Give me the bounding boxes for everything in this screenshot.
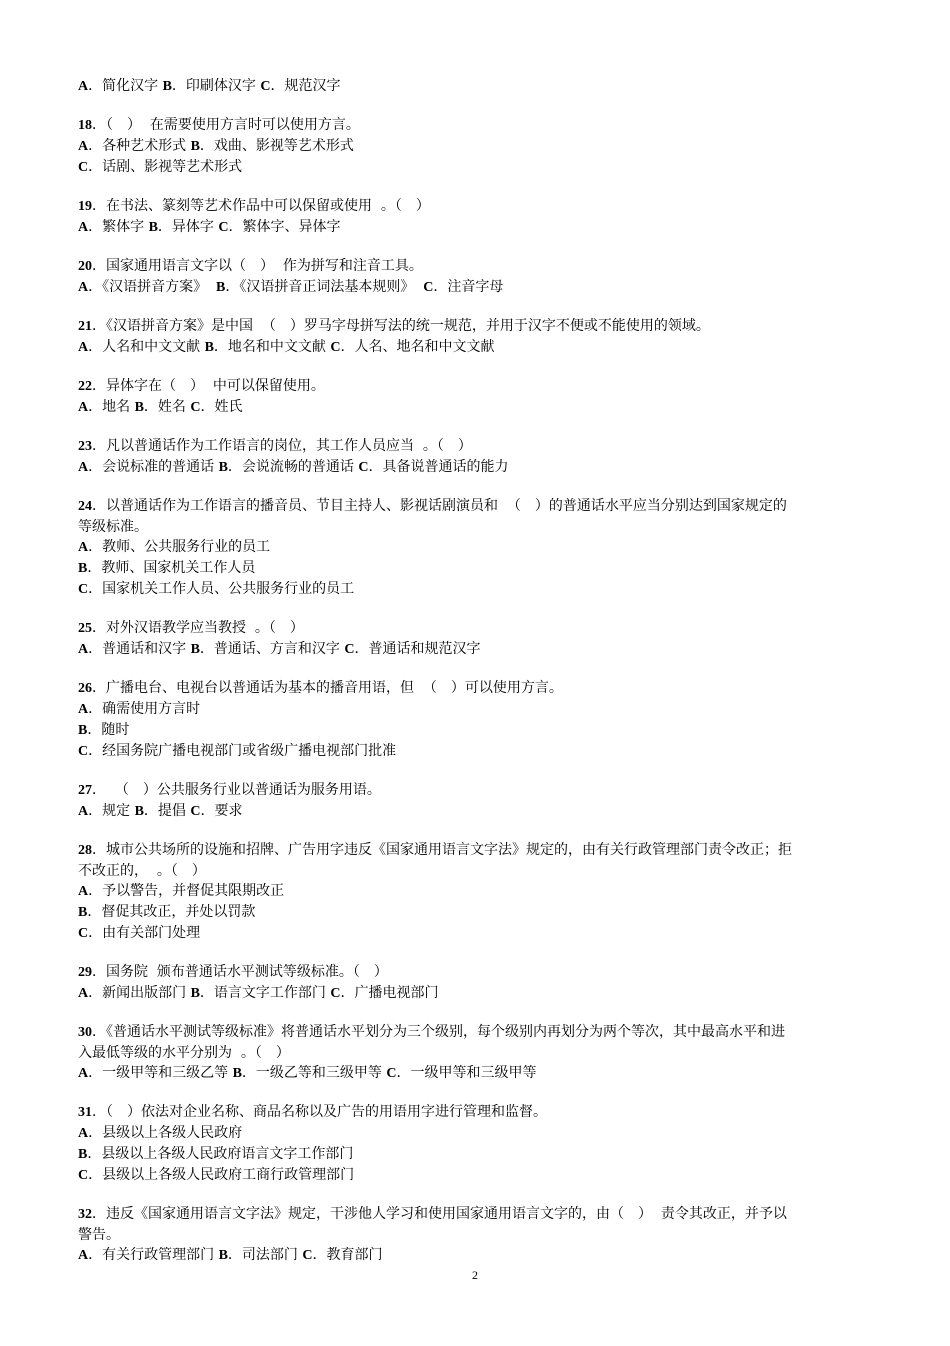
option-letter: B	[190, 139, 200, 154]
question-number: 19	[78, 199, 92, 214]
options-line	[78, 1123, 878, 1144]
option-text: ．提倡	[143, 803, 191, 819]
option-letter: C	[78, 926, 89, 941]
option-text: ．教师、公共服务行业的员工	[88, 539, 271, 555]
question-number: 32	[78, 1207, 92, 1222]
question-number: 22	[78, 379, 92, 394]
option-letter: B	[134, 400, 144, 415]
question-text: ．在书法、篆刻等艺术作品中可以保留或使用 。（ ）	[92, 198, 430, 214]
option-text: ．姓名	[143, 399, 191, 415]
options-line	[78, 579, 878, 600]
option-text: ．《汉语拼音正词法基本规则》	[225, 279, 424, 295]
question-gap	[78, 762, 878, 780]
option-letter: C	[78, 582, 89, 597]
question-gap	[78, 1004, 878, 1022]
option-text: ．确需使用方言时	[88, 701, 201, 717]
question-number: 28	[78, 843, 92, 858]
question-text: ．以普通话作为工作语言的播音员、节目主持人、影视话剧演员和 （ ）的普通话水平应当分别达到国家规定的	[92, 498, 787, 514]
option-text: ．普通话、方言和汉字	[199, 641, 345, 657]
option-letter: B	[216, 280, 226, 295]
question-text: ．凡以普通话作为工作语言的岗位，其工作人员应当 。（ ）	[92, 438, 472, 454]
question-number: 25	[78, 621, 92, 636]
option-letter: C	[330, 340, 341, 355]
question-stem	[78, 840, 878, 861]
option-text: ．有关行政管理部门	[88, 1247, 219, 1263]
option-text: ．司法部门	[227, 1247, 303, 1263]
question-number: 29	[78, 965, 92, 980]
option-letter: C	[218, 220, 229, 235]
option-letter: B	[162, 79, 172, 94]
option-letter: A	[78, 79, 89, 94]
option-letter: B	[190, 642, 200, 657]
question-text: ．广播电台、电视台以普通话为基本的播音用语，但 （ ）可以使用方言。	[92, 680, 563, 696]
option-letter: A	[78, 1066, 89, 1081]
option-text: ．注音字母	[433, 279, 504, 295]
question-stem	[78, 376, 878, 397]
option-text: ．话剧、影视等艺术形式	[88, 159, 243, 175]
question-text: ．异体字在（ ） 中可以保留使用。	[92, 378, 325, 394]
option-text: ．县级以上各级人民政府语言文字工作部门	[87, 1146, 354, 1162]
question-32	[78, 1204, 878, 1266]
question-19	[78, 196, 878, 238]
option-letter: A	[78, 340, 89, 355]
options-line	[78, 699, 878, 720]
option-text: ．会说流畅的普通话	[227, 459, 359, 475]
option-letter: A	[78, 642, 89, 657]
option-text: ．随时	[87, 722, 130, 738]
question-stem	[78, 115, 878, 136]
question-29	[78, 962, 878, 1004]
question-23	[78, 436, 878, 478]
question-30	[78, 1022, 878, 1084]
option-text: ．地名	[88, 399, 135, 415]
question-number: 21	[78, 319, 92, 334]
option-letter: C	[190, 400, 201, 415]
option-letter: C	[78, 160, 89, 175]
question-stem	[78, 861, 878, 881]
question-gap	[78, 97, 878, 115]
question-stem	[78, 962, 878, 983]
question-text: ．（ ）依法对企业名称、商品名称以及广告的用语用字进行管理和监督。	[92, 1104, 547, 1120]
options-line	[78, 923, 878, 944]
question-stem	[78, 618, 878, 639]
options-line	[78, 1165, 878, 1186]
options-line	[78, 639, 878, 660]
question-text: ．对外汉语教学应当教授 。（ ）	[92, 620, 304, 636]
option-letter: A	[78, 280, 89, 295]
options-line	[78, 1144, 878, 1165]
question-number: 26	[78, 681, 92, 696]
option-text: ．广播电视部门	[340, 985, 439, 1001]
question-gap	[78, 822, 878, 840]
option-letter: B	[218, 460, 228, 475]
options-line	[78, 337, 878, 358]
option-letter: B	[148, 220, 158, 235]
options-line	[78, 801, 878, 822]
option-text: ．教育部门	[312, 1247, 383, 1263]
question-number: 20	[78, 259, 92, 274]
option-text: ．具备说普通话的能力	[368, 459, 509, 475]
question-number: 23	[78, 439, 92, 454]
option-text: ．繁体字、异体字	[228, 219, 341, 235]
option-letter: A	[78, 139, 89, 154]
question-text: 等级标准。	[78, 519, 148, 535]
option-text: ．《汉语拼音方案》	[88, 279, 217, 295]
option-text: ．国家机关工作人员、公共服务行业的员工	[88, 581, 355, 597]
option-letter: A	[78, 884, 89, 899]
option-letter: B	[134, 804, 144, 819]
question-number: 18	[78, 118, 92, 133]
question-stem	[78, 436, 878, 457]
question-stem	[78, 256, 878, 277]
option-letter: B	[190, 986, 200, 1001]
question-gap	[78, 298, 878, 316]
option-letter: A	[78, 804, 89, 819]
options-line	[78, 741, 878, 762]
option-letter: C	[423, 280, 434, 295]
option-letter: A	[78, 1248, 89, 1263]
option-letter: B	[78, 723, 88, 738]
option-letter: C	[330, 986, 341, 1001]
options-line	[78, 537, 878, 558]
option-text: ．异体字	[157, 219, 219, 235]
question-gap	[78, 238, 878, 256]
option-text: ．一级甲等和三级乙等	[88, 1065, 233, 1081]
option-text: ．各种艺术形式	[88, 138, 191, 154]
question-text: 警告。	[78, 1227, 120, 1243]
option-letter: B	[232, 1066, 242, 1081]
question-18	[78, 115, 878, 178]
question-25	[78, 618, 878, 660]
question-stem	[78, 1225, 878, 1245]
question-26	[78, 678, 878, 762]
option-text: ．语言文字工作部门	[199, 985, 331, 1001]
option-text: ．繁体字	[88, 219, 149, 235]
question-28	[78, 840, 878, 944]
question-number: 27	[78, 783, 92, 798]
option-letter: C	[78, 744, 89, 759]
question-number: 31	[78, 1105, 92, 1120]
question-gap	[78, 418, 878, 436]
question-gap	[78, 1084, 878, 1102]
question-gap	[78, 660, 878, 678]
question-stem	[78, 780, 878, 801]
options-line	[78, 277, 878, 298]
question-text: 不改正的， 。（ ）	[78, 863, 206, 879]
option-letter: A	[78, 460, 89, 475]
question-gap	[78, 600, 878, 618]
option-text: ．人名、地名和中文文献	[340, 339, 495, 355]
options-line	[78, 902, 878, 923]
option-text: ．教师、国家机关工作人员	[87, 560, 256, 576]
question-text: ．国家通用语言文字以（ ） 作为拼写和注音工具。	[92, 258, 423, 274]
options-line	[78, 457, 878, 478]
option-text: ．普通话和规范汉字	[354, 641, 481, 657]
options-line	[78, 558, 878, 579]
option-letter: A	[78, 220, 89, 235]
option-text: ．简化汉字	[88, 78, 163, 94]
option-letter: C	[344, 642, 355, 657]
option-text: ．经国务院广播电视部门或省级广播电视部门批准	[88, 743, 397, 759]
question-text: ．城市公共场所的设施和招牌、广告用字违反《国家通用语言文字法》规定的，由有关行政管理部门责令改正；拒	[92, 842, 792, 858]
options-line	[78, 157, 878, 178]
option-text: ．县级以上各级人民政府	[88, 1125, 243, 1141]
options-line	[78, 76, 878, 97]
option-letter: B	[78, 561, 88, 576]
question-number: 24	[78, 499, 92, 514]
option-text: ．戏曲、影视等艺术形式	[199, 138, 354, 154]
options-line	[78, 397, 878, 418]
question-gap	[78, 1186, 878, 1204]
question-31	[78, 1102, 878, 1186]
question-stem	[78, 1043, 878, 1063]
question-22	[78, 376, 878, 418]
question-stem	[78, 517, 878, 537]
question-text: 入最低等级的水平分别为 。（ ）	[78, 1045, 290, 1061]
option-letter: B	[78, 1147, 88, 1162]
question-text: ．《普通话水平测试等级标准》将普通话水平划分为三个级别，每个级别内再划分为两个等次，其中最高水平和进	[92, 1024, 785, 1040]
option-text: ．印刷体汉字	[171, 78, 261, 94]
options-line	[78, 720, 878, 741]
option-letter: C	[78, 1168, 89, 1183]
option-text: ．会说标准的普通话	[88, 459, 219, 475]
question-text: ．国务院 颁布普通话水平测试等级标准。（ ）	[92, 964, 388, 980]
question-gap	[78, 178, 878, 196]
option-letter: C	[190, 804, 201, 819]
option-letter: B	[218, 1248, 228, 1263]
options-line	[78, 1245, 878, 1266]
options-line	[78, 136, 878, 157]
option-text: ．由有关部门处理	[88, 925, 201, 941]
question-number: 30	[78, 1025, 92, 1040]
options-line	[78, 983, 878, 1004]
question-text: ．（ ） 在需要使用方言时可以使用方言。	[92, 117, 360, 133]
option-text: ．要求	[200, 803, 243, 819]
option-text: ．姓氏	[200, 399, 243, 415]
question-stem	[78, 1022, 878, 1043]
option-letter: B	[78, 905, 88, 920]
options-line	[78, 217, 878, 238]
option-text: ．督促其改正，并处以罚款	[87, 904, 256, 920]
question-stem	[78, 1204, 878, 1225]
option-letter: A	[78, 1126, 89, 1141]
option-text: ．人名和中文文献	[88, 339, 205, 355]
question-text: ．违反《国家通用语言文字法》规定，干涉他人学习和使用国家通用语言文字的，由（ ） 责令其改正，并予以	[92, 1206, 787, 1222]
option-letter: C	[358, 460, 369, 475]
option-letter: A	[78, 986, 89, 1001]
option-letter: C	[260, 79, 271, 94]
option-text: ．县级以上各级人民政府工商行政管理部门	[88, 1167, 355, 1183]
question-stem	[78, 496, 878, 517]
option-text: ．地名和中文文献	[213, 339, 331, 355]
option-letter: B	[204, 340, 214, 355]
option-letter: C	[386, 1066, 397, 1081]
option-letter: A	[78, 400, 89, 415]
option-text: ．普通话和汉字	[88, 641, 191, 657]
question-stem	[78, 316, 878, 337]
document-body	[78, 76, 878, 1266]
option-text: ．规定	[88, 803, 135, 819]
option-letter: A	[78, 702, 89, 717]
question-gap	[78, 478, 878, 496]
option-text: ．新闻出版部门	[88, 985, 191, 1001]
question-stem	[78, 678, 878, 699]
option-letter: C	[302, 1248, 313, 1263]
option-letter: A	[78, 540, 89, 555]
option-text: ．一级甲等和三级甲等	[396, 1065, 537, 1081]
options-line	[78, 1063, 878, 1084]
question-stem	[78, 1102, 878, 1123]
question-text: ．《汉语拼音方案》是中国 （ ）罗马字母拼写法的统一规范，并用于汉字不便或不能使用的领域。	[92, 318, 710, 334]
question-27	[78, 780, 878, 822]
question-stem	[78, 196, 878, 217]
question-21	[78, 316, 878, 358]
option-text: ．一级乙等和三级甲等	[241, 1065, 387, 1081]
option-text: ．予以警告，并督促其限期改正	[88, 883, 285, 899]
option-text: ．规范汉字	[270, 78, 341, 94]
page-number: 2	[472, 1268, 478, 1282]
question-gap	[78, 944, 878, 962]
question-24	[78, 496, 878, 600]
question-gap	[78, 358, 878, 376]
question-text: ． （ ）公共服务行业以普通话为服务用语。	[92, 782, 381, 798]
options-line	[78, 881, 878, 902]
question-20	[78, 256, 878, 298]
